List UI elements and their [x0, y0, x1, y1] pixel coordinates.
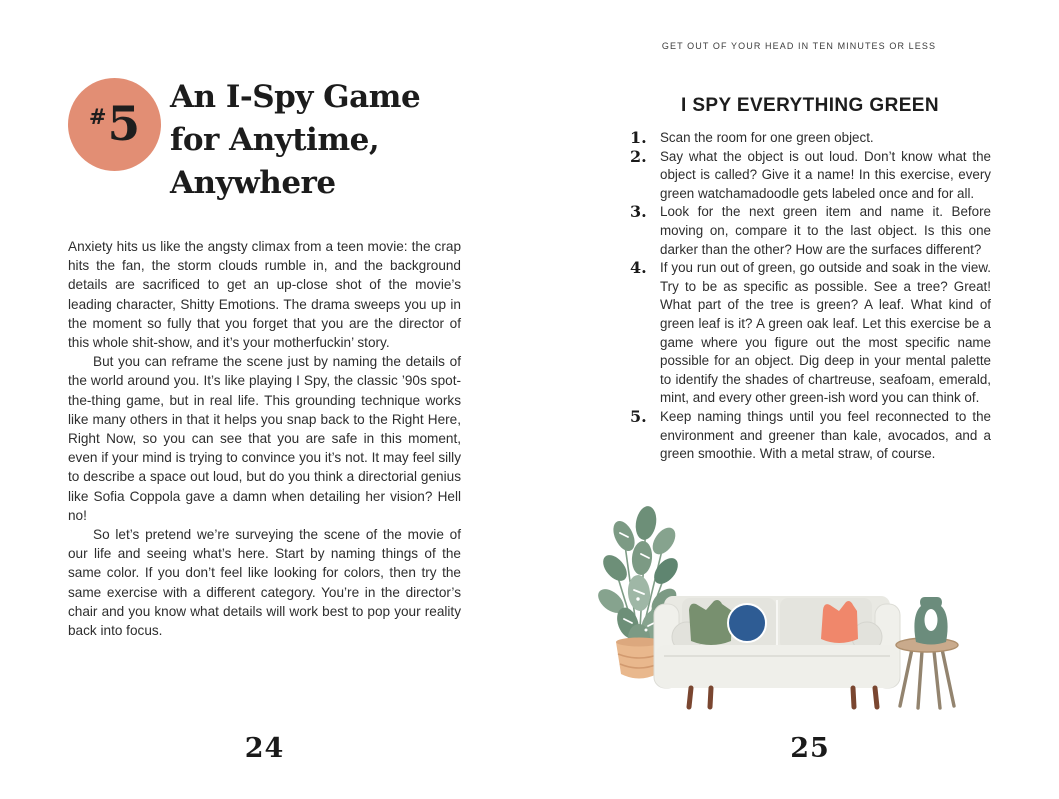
left-page	[0, 0, 529, 799]
step-number: 3.	[630, 202, 647, 222]
hash-symbol: #	[88, 104, 107, 129]
list-item	[630, 259, 991, 408]
step-text: Say what the object is out loud. Don’t know what the object is called? Give it a name! In this exercise, every green watchamadoodle gets labeled once and for all.	[660, 148, 991, 201]
list-item	[630, 148, 991, 204]
list-item	[630, 129, 991, 148]
page-number-right: 25	[790, 733, 830, 764]
step-number: 1.	[630, 128, 647, 147]
green-pillow	[689, 600, 732, 645]
body-paragraph: Anxiety hits us like the angsty climax from a teen movie: the crap hits the fan, the storm clouds rumble in, and the background details are sacrificed to get an up-close shot of the movie’s leading character, Shitty Emotions. The drama sweeps you up in the moment so fully that you forget that you are the director of this whole shit-show, and it’s your motherfuckin’ story.	[68, 239, 461, 351]
step-text: Look for the next green item and name it. Before moving on, compare it to the last object. Is this one darker than the other? How are the surfaces different?	[660, 204, 991, 257]
step-number: 4.	[630, 258, 647, 278]
step-text: Keep naming things until you feel reconnected to the environment and greener than kale, avocados, and a green smoothie. With a metal straw, of course.	[660, 408, 991, 462]
chapter-number-badge	[68, 78, 161, 171]
step-number: 2.	[630, 146, 647, 166]
step-text: If you run out of green, go outside and soak in the view. Try to be as specific as possible. See a tree? Great! What part of the tree is green? A leaf. What kind of green leaf is it? A green oak leaf. Let this exercise be a game where you figure out the most specific name possible for an object. Dig deep in your mental palette to identify the shades of chartreuse, seafoam, emerald, mint, and every other green-ish word you can think of.	[660, 260, 991, 406]
step-text: Scan the room for one green object.	[660, 130, 874, 145]
step-number: 5.	[630, 406, 647, 426]
exercise-steps	[630, 129, 991, 464]
body-paragraph: But you can reframe the scene just by naming the details of the world around you. It’s like playing I Spy, the classic ’90s spot-the-thing game, but in real life. This grounding technique works like many others in that it helps you snap back to the Right Here, Right Now, so you can see that you are safe in this moment, even if your mind is trying to convince you it’s not. It may feel silly to describe a space out loud, but do you think a directorial genius like Sofia Coppola gave a damn when detailing her vision? Hell no!	[68, 354, 461, 523]
blue-pillow	[728, 604, 766, 642]
side-table-illustration	[896, 597, 958, 708]
running-head: GET OUT OF YOUR HEAD IN TEN MINUTES OR LESS	[661, 41, 937, 51]
exercise-title: I SPY EVERYTHING GREEN	[681, 95, 939, 116]
chapter-number: 5	[107, 97, 141, 152]
right-page	[529, 0, 1059, 799]
body-paragraph: So let’s pretend we’re surveying the scene of the movie of our life and seeing what’s here. Start by naming things of the same color. If you don’t feel like looking for colors, then try the same exercise with a different category. You’re in the director’s chair and you know what details will work best to pop your reality back into focus.	[68, 527, 461, 639]
list-item	[630, 203, 991, 259]
living-room-illustration	[594, 506, 992, 724]
chapter-title: An I-Spy Game for Anytime, Anywhere	[170, 79, 421, 201]
chapter-body	[68, 237, 461, 640]
list-item	[630, 408, 991, 464]
sofa-illustration	[654, 596, 900, 707]
page-number-left: 24	[244, 733, 285, 764]
